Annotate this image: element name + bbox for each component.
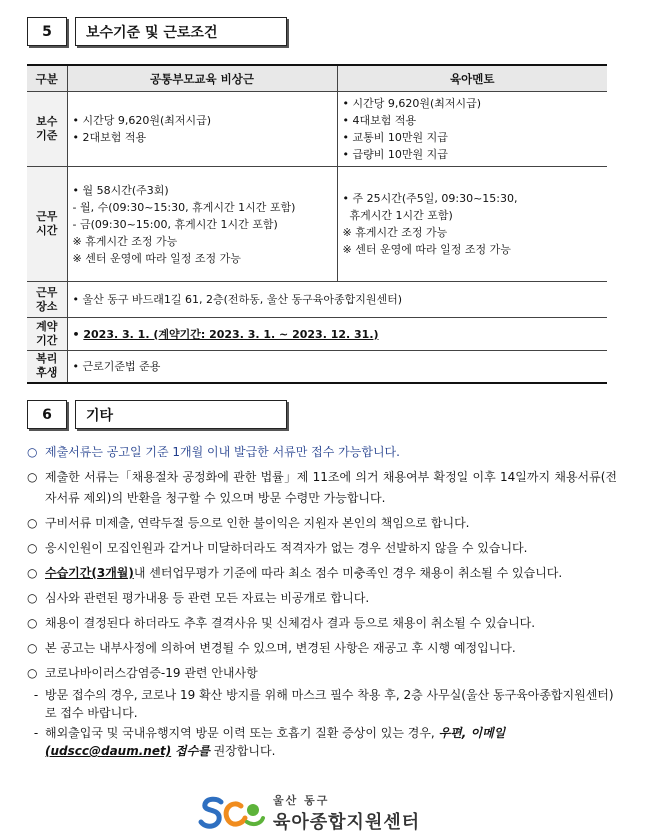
pay-mentor-line: • 급량비 10만원 지급: [343, 146, 603, 163]
notice-text: 제출서류는 공고일 기준 1개월 이내 발급한 서류만 접수 가능합니다.: [45, 445, 400, 459]
row-label-hours: [27, 167, 67, 282]
row-place: [27, 282, 607, 318]
place-value-cell: [67, 282, 607, 318]
covid-sub2-post: 권장합니다.: [213, 744, 276, 758]
welfare-label: 복리 후생: [36, 352, 58, 380]
pay-mentor-line: • 시간당 9,620원(최저시급): [343, 95, 603, 112]
circle-bullet-icon: ○: [27, 470, 38, 484]
welfare-value: • 근로기준법 준용: [73, 360, 161, 373]
covid-sub-item: [27, 724, 617, 760]
row-label-welfare: [27, 351, 67, 383]
center-logo-icon: [197, 796, 267, 830]
circle-bullet-icon: ○: [27, 445, 38, 459]
section6-number: 6: [27, 400, 67, 429]
notice-text: 코로나바이러스감염증-19 관련 안내사항: [45, 666, 258, 680]
pay-common: [67, 92, 337, 167]
hours-mentor-line: 휴게시간 1시간 포함): [342, 209, 453, 222]
hours-mentor-line: ※ 휴게시간 조정 가능: [342, 226, 448, 239]
email-link[interactable]: (udscc@daum.net): [45, 744, 172, 758]
hours-mentor-line: • 주 25시간(주5일, 09:30~15:30,: [342, 192, 518, 205]
period-value-cell: [67, 318, 607, 351]
notice-item: [27, 442, 617, 463]
hours-common: [67, 167, 337, 282]
covid-sub2-pre: 해외출입국 및 국내유행지역 방문 이력 또는 호흡기 질환 증상이 있는 경우,: [45, 726, 435, 740]
org-name-line2: 육아종합지원센터: [273, 812, 421, 833]
row-label-period: [27, 318, 67, 351]
circle-bullet-icon: ○: [27, 516, 38, 530]
notice-text: 채용이 결정된다 하더라도 추후 결격사유 및 신체검사 결과 등으로 채용이 취소될 수 있습니다.: [45, 616, 536, 630]
pay-mentor: [337, 92, 607, 167]
circle-bullet-icon: ○: [27, 666, 38, 680]
period-bullet: [73, 328, 379, 341]
pay-mentor-line: • 4대보험 적용: [343, 112, 603, 129]
covid-sub-item: [27, 686, 617, 722]
header-common-parent-edu: 공통부모교육 비상근: [67, 65, 337, 92]
row-pay: [27, 92, 607, 167]
hours-common-line: • 월 58시간(주3회): [72, 183, 169, 197]
org-name: [273, 792, 420, 834]
dash-bullet: -: [33, 688, 39, 702]
notice-list: [27, 442, 617, 760]
place-value: • 울산 동구 바드래1길 61, 2층(전하동, 울산 동구육아종합지원센터): [73, 293, 403, 306]
period-label: 계약 기간: [36, 320, 58, 347]
notice-text: 심사와 관련된 평가내용 등 관련 모든 자료는 비공개로 합니다.: [45, 591, 370, 605]
pay-mentor-line: • 교통비 10만원 지급: [343, 129, 603, 146]
table-header-row: [27, 65, 607, 92]
welfare-value-cell: [67, 351, 607, 383]
header-parenting-mentor: 육아멘토: [337, 65, 607, 92]
period-value: 2023. 3. 1. (계약기간: 2023. 3. 1. ~ 2023. 12. 31.): [83, 327, 379, 341]
notice-item: [27, 588, 617, 609]
place-label: 근무 장소: [36, 285, 58, 313]
covid-sub-text: [45, 724, 617, 760]
row-period: [27, 318, 607, 351]
hours-mentor: [337, 167, 607, 282]
notice-item: [27, 513, 617, 534]
circle-bullet-icon: ○: [27, 566, 38, 580]
hours-common-line: ※ 휴게시간 조정 가능: [72, 234, 178, 248]
section5-header: [27, 17, 287, 46]
probation-text: [45, 563, 617, 584]
hours-label: 근무 시간: [36, 210, 58, 237]
circle-bullet-icon: ○: [27, 591, 38, 605]
section5-title: 보수기준 및 근로조건: [75, 17, 287, 46]
conditions-table: [27, 64, 607, 384]
covid-sub2-em2: 접수를: [175, 744, 210, 758]
org-name-line1: 울산 동구: [273, 794, 330, 807]
probation-bold: 수습기간(3개월): [45, 566, 134, 580]
circle-bullet-icon: ○: [27, 616, 38, 630]
covid-sub2-em1: 우편, 이메일: [438, 726, 506, 740]
probation-rest: 내 센터업무평가 기준에 따라 최소 점수 미충족인 경우 채용이 취소될 수 있습니다.: [133, 566, 563, 580]
circle-bullet-icon: ○: [27, 541, 38, 555]
notice-text: 제출한 서류는「채용절차 공정화에 관한 법률」제 11조에 의거 채용여부 확정일 이후 14일까지 채용서류(전자서류 제외)의 반환을 청구할 수 있으며 방문 수령만 가능합니다.: [45, 470, 617, 505]
header-category: 구분: [27, 65, 67, 92]
notice-text: 응시인원이 모집인원과 같거나 미달하더라도 적격자가 없는 경우 선발하지 않을 수 있습니다.: [45, 541, 528, 555]
hours-mentor-line: ※ 센터 운영에 따라 일정 조정 가능: [342, 243, 511, 256]
notice-item: [27, 467, 617, 509]
notice-item: [27, 663, 617, 684]
row-welfare: [27, 351, 607, 383]
hours-common-line: - 월, 수(09:30~15:30, 휴게시간 1시간 포함): [72, 200, 296, 214]
notice-text: 본 공고는 내부사정에 의하여 변경될 수 있으며, 변경된 사항은 재공고 후 시행 예정입니다.: [45, 641, 516, 655]
circle-bullet-icon: ○: [27, 641, 38, 655]
notice-item-probation: [27, 563, 617, 584]
row-hours: [27, 167, 607, 282]
notice-item: [27, 538, 617, 559]
footer-logo: [197, 795, 467, 831]
covid-sub-text: 방문 접수의 경우, 코로나 19 확산 방지를 위해 마스크 필수 착용 후, 2층 사무실(울산 동구육아종합지원센터)로 접수 바랍니다.: [45, 688, 614, 720]
section6-header: [27, 400, 287, 429]
pay-label: 보수 기준: [36, 115, 58, 142]
section5-number: 5: [27, 17, 67, 46]
notice-item: [27, 613, 617, 634]
notice-text: 구비서류 미제출, 연락두절 등으로 인한 불이익은 지원자 본인의 책임으로 합니다.: [45, 516, 470, 530]
pay-common-line: • 시간당 9,620원(최저시급): [73, 112, 332, 129]
row-label-pay: [27, 92, 67, 167]
section6-title: 기타: [75, 400, 287, 429]
row-label-place: [27, 282, 67, 318]
dash-bullet: -: [33, 726, 39, 740]
hours-common-line: - 금(09:30~15:00, 휴게시간 1시간 포함): [72, 217, 278, 231]
pay-common-line: • 2대보험 적용: [73, 129, 332, 146]
hours-common-line: ※ 센터 운영에 따라 일정 조정 가능: [72, 251, 241, 265]
notice-item: [27, 638, 617, 659]
